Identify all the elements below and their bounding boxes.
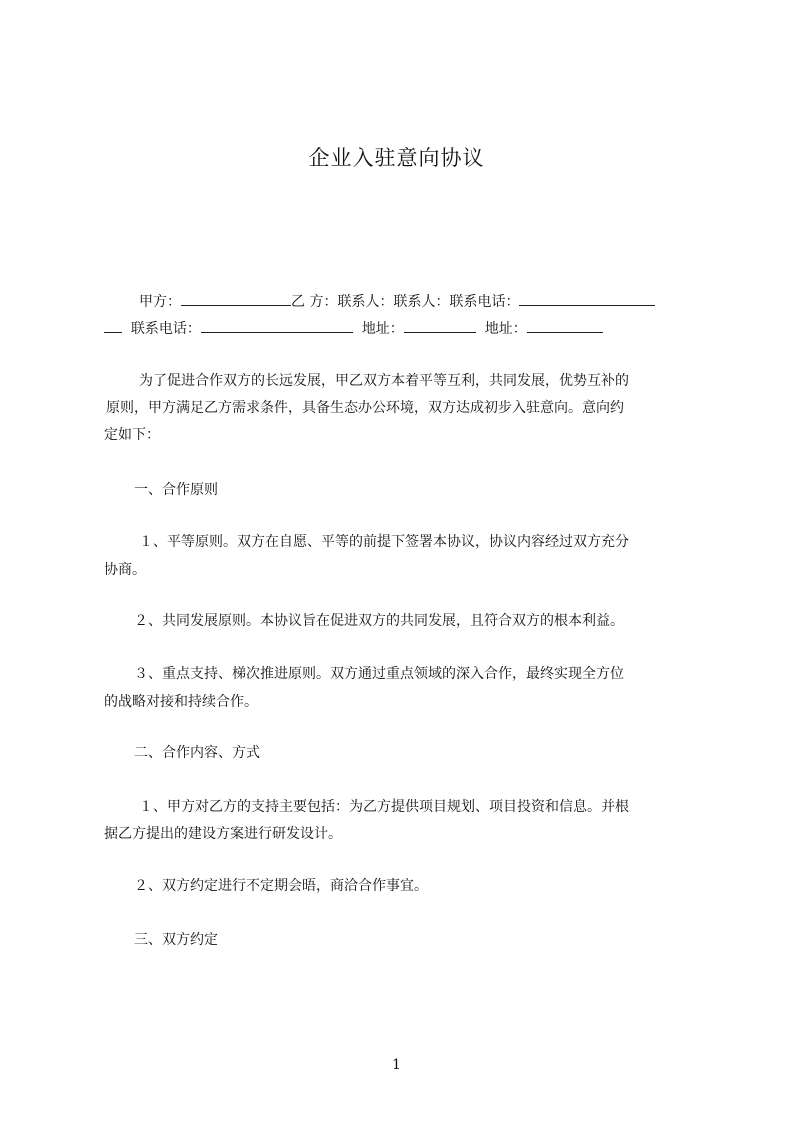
section-1-item-1-line-2: 协商。 <box>104 562 146 578</box>
phone-blank-1 <box>519 291 655 306</box>
address-label-1: 地址： <box>361 321 404 337</box>
section-2-item-1-line-2: 据乙方提出的建设方案进行研发设计。 <box>104 826 342 842</box>
address-blank-1 <box>404 318 476 333</box>
parties-line-2 <box>104 318 603 339</box>
party-a-label: 甲方： <box>139 294 181 310</box>
section-1-item-2: ２、共同发展原则。本协议旨在促进双方的共同发展，且符合双方的根本利益。 <box>134 613 624 629</box>
intro-line-2: 原则，甲方满足乙方需求条件，具备生态办公环境，双方达成初步入驻意向。意向约 <box>106 400 624 416</box>
address-label-2: 地址： <box>484 321 527 337</box>
party-a-blank <box>181 291 291 306</box>
section-2-item-2: ２、双方约定进行不定期会晤，商洽合作事宜。 <box>134 878 428 894</box>
parties-line-1 <box>139 291 655 312</box>
page-number: 1 <box>392 1057 401 1073</box>
phone-blank-2 <box>201 318 353 333</box>
section-1-item-1-line-1: １、平等原则。双方在自愿、平等的前提下签署本协议，协议内容经过双方充分 <box>139 534 629 550</box>
phone-blank-1-cont <box>104 318 122 333</box>
section-1-item-3-line-1: ３、重点支持、梯次推进原则。双方通过重点领域的深入合作，最终实现全方位 <box>134 666 624 682</box>
section-3-heading: 三、双方约定 <box>134 932 218 948</box>
section-1-heading: 一、合作原则 <box>134 482 218 498</box>
intro-line-3: 定如下： <box>104 427 160 443</box>
document-title: 企业入驻意向协议 <box>308 146 485 170</box>
section-2-heading: 二、合作内容、方式 <box>134 745 260 761</box>
intro-line-1: 为了促进合作双方的长远发展，甲乙双方本着平等互利，共同发展，优势互补的 <box>139 373 629 389</box>
party-b-contact-label: 乙 方：联系人：联系人：联系电话： <box>291 294 520 310</box>
section-1-item-3-line-2: 的战略对接和持续合作。 <box>104 694 258 710</box>
section-2-item-1-line-1: １、甲方对乙方的支持主要包括：为乙方提供项目规划、项目投资和信息。并根 <box>139 799 629 815</box>
phone-label-2: 联系电话： <box>130 321 201 337</box>
address-blank-2 <box>527 318 603 333</box>
